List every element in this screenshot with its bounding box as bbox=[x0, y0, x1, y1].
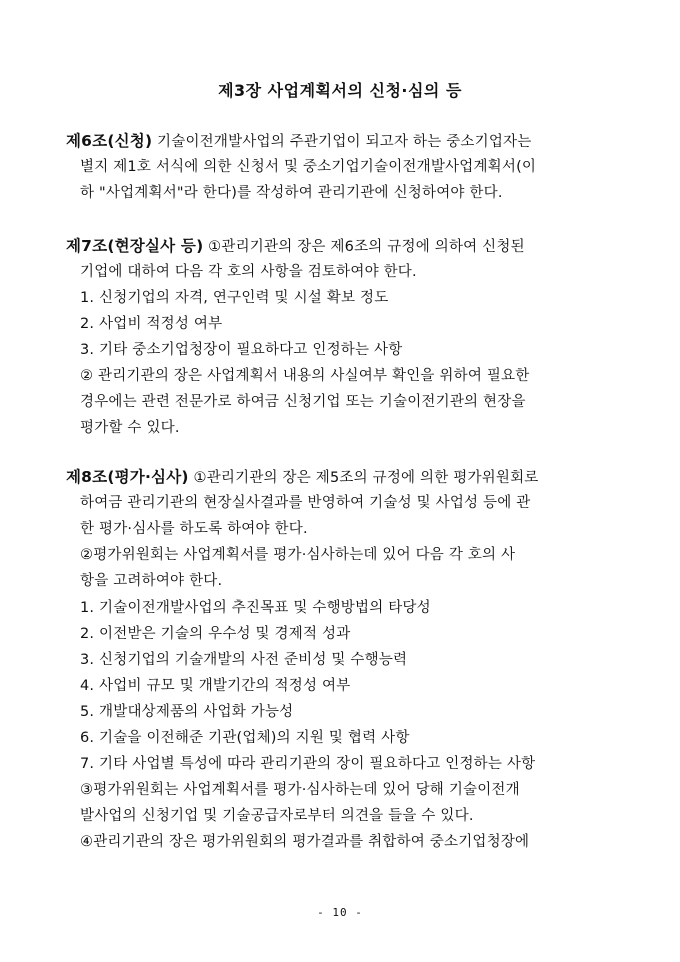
article-7-item-3: 3. 기타 중소기업청장이 필요하다고 인정하는 사항 bbox=[80, 342, 403, 358]
article-8-item-6: 6. 기술을 이전해준 기관(업체)의 지원 및 협력 사항 bbox=[80, 730, 410, 746]
article-8-para-3-line-2: 발사업의 신청기업 및 기술공급자로부터 의견을 들을 수 있다. bbox=[80, 808, 474, 824]
article-7-item-2: 2. 사업비 적정성 여부 bbox=[80, 316, 223, 332]
article-7-para-2-line-2: 경우에는 관련 전문가로 하여금 신청기업 또는 기술이전기관의 현장을 bbox=[80, 394, 526, 410]
article-8-item-4: 4. 사업비 규모 및 개발기간의 적정성 여부 bbox=[80, 678, 351, 694]
article-8-text: ①관리기관의 장은 제5조의 규정에 의한 평가위원회로 bbox=[188, 470, 539, 486]
article-7-para-2-line-1: ② 관리기관의 장은 사업계획서 내용의 사실여부 확인을 위하여 필요한 bbox=[80, 368, 530, 384]
article-7-line-2: 기업에 대하여 다음 각 호의 사항을 검토하여야 한다. bbox=[80, 264, 417, 280]
article-7-para-2-line-3: 평가할 수 있다. bbox=[80, 420, 180, 436]
article-8-para-2-line-2: 항을 고려하여야 한다. bbox=[80, 573, 223, 589]
article-6-line-1 bbox=[66, 131, 531, 152]
article-8-item-1: 1. 기술이전개발사업의 추진목표 및 수행방법의 타당성 bbox=[80, 600, 431, 616]
article-7-text: ①관리기관의 장은 제6조의 규정에 의하여 신청된 bbox=[203, 239, 525, 255]
article-8-line-1 bbox=[66, 467, 539, 488]
page-number: - 10 - bbox=[317, 906, 363, 919]
article-8-item-3: 3. 신청기업의 기술개발의 사전 준비성 및 수행능력 bbox=[80, 652, 408, 668]
article-6-heading: 제6조(신청) bbox=[66, 132, 153, 150]
article-8-para-4-line-1: ④관리기관의 장은 평가위원회의 평가결과를 취합하여 중소기업청장에 bbox=[80, 834, 530, 850]
article-8-heading: 제8조(평가·심사) bbox=[66, 468, 189, 486]
article-8-item-2: 2. 이전받은 기술의 우수성 및 경제적 성과 bbox=[80, 626, 351, 642]
article-8-para-2-line-1: ②평가위원회는 사업계획서를 평가·심사하는데 있어 다음 각 호의 사 bbox=[80, 547, 516, 563]
article-8-para-3-line-1: ③평가위원회는 사업계획서를 평가·심사하는데 있어 당해 기술이전개 bbox=[80, 782, 520, 798]
article-8-item-7: 7. 기타 사업별 특성에 따라 관리기관의 장이 필요하다고 인정하는 사항 bbox=[80, 756, 536, 772]
article-6-line-2: 별지 제1호 서식에 의한 신청서 및 중소기업기술이전개발사업계획서(이 bbox=[80, 159, 537, 175]
chapter-title: 제3장 사업계획서의 신청·심의 등 bbox=[218, 81, 462, 100]
article-7-item-1: 1. 신청기업의 자격, 연구인력 및 시설 확보 정도 bbox=[80, 290, 389, 306]
article-8-line-3: 한 평가·심사를 하도록 하여야 한다. bbox=[80, 521, 308, 537]
article-6-line-3: 하 "사업계획서"라 한다)를 작성하여 관리기관에 신청하여야 한다. bbox=[80, 185, 503, 201]
article-8-item-5: 5. 개발대상제품의 사업화 가능성 bbox=[80, 704, 294, 720]
article-7-line-1 bbox=[66, 236, 525, 257]
article-6-text: 기술이전개발사업의 주관기업이 되고자 하는 중소기업자는 bbox=[152, 134, 532, 150]
article-8-line-2: 하여금 관리기관의 현장실사결과를 반영하여 기술성 및 사업성 등에 관 bbox=[80, 495, 531, 511]
article-7-heading: 제7조(현장실사 등) bbox=[66, 237, 204, 255]
